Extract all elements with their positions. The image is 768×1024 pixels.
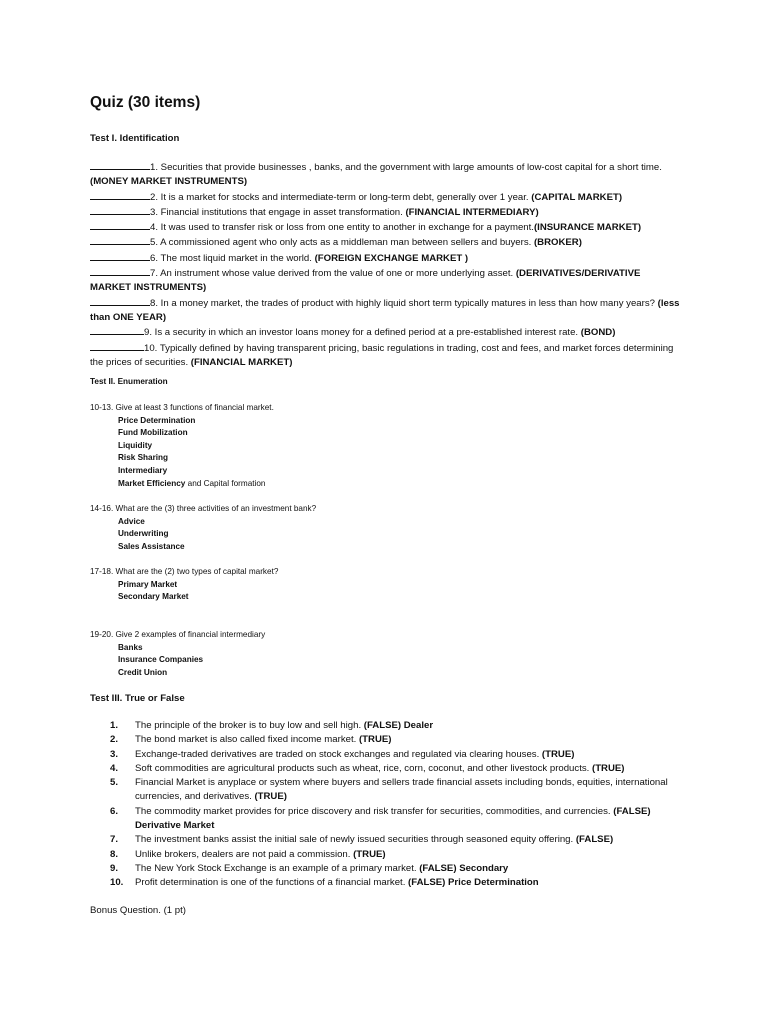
list-item: Banks xyxy=(118,642,143,652)
list-item: Intermediary xyxy=(118,465,168,475)
question-text: 1. Securities that provide businesses , banks, and the government with large amounts of low-cost capital for a short time. xyxy=(150,162,662,173)
list-item: Primary Market xyxy=(118,579,178,589)
answer-blank xyxy=(90,325,144,335)
answer-text: (FOREIGN EXCHANGE MARKET ) xyxy=(314,252,469,264)
answer-blank xyxy=(90,296,150,306)
identification-item-8 xyxy=(90,296,682,326)
item-number: 8. xyxy=(110,848,119,860)
answer-text: (CAPITAL MARKET) xyxy=(531,191,623,203)
item-number: 1. xyxy=(110,720,119,731)
identification-item-9 xyxy=(90,325,682,340)
answer-text: (BROKER) xyxy=(533,237,582,249)
list-item: Credit Union xyxy=(118,667,168,677)
statement-text: Soft commodities are agricultural products such as wheat, rice, corn, coconut, and other livestock products. xyxy=(135,762,592,774)
true-false-item-7 xyxy=(110,833,680,847)
test3-heading: Test III. True or False xyxy=(90,693,185,704)
answer-blank xyxy=(90,190,150,200)
statement-text: Financial Market is anyplace or system where buyers and sellers trade financial assets including bonds, equities, international currencies, and derivatives. xyxy=(135,777,668,803)
test2-heading: Test II. Enumeration xyxy=(90,377,168,386)
true-false-item-9 xyxy=(110,862,680,876)
answer-blank xyxy=(90,205,150,215)
enumeration-question-2 xyxy=(90,503,316,553)
question-text: 7. An instrument whose value derived from the value of one or more underlying asset. xyxy=(150,268,516,280)
true-false-item-1 xyxy=(110,719,680,733)
true-false-item-8 xyxy=(110,848,680,862)
question-text: 6. The most liquid market in the world. xyxy=(150,252,315,264)
true-false-list xyxy=(110,719,680,891)
answer-text: (FALSE) Secondary xyxy=(419,862,509,874)
list-item: Insurance Companies xyxy=(118,655,204,665)
item-number: 5. xyxy=(110,777,119,789)
answer-blank xyxy=(90,341,144,351)
true-false-item-4 xyxy=(110,762,680,776)
question-text: 5. A commissioned agent who only acts as a middleman man between sellers and buyers. xyxy=(150,237,534,249)
true-false-item-6 xyxy=(110,805,680,834)
question-text: 8. In a money market, the trades of product with highly liquid short term typically matures in less than how many years? xyxy=(150,297,658,309)
item-number: 6. xyxy=(110,805,119,817)
list-item: Risk Sharing xyxy=(118,453,169,463)
statement-text: The bond market is also called fixed income market. xyxy=(135,734,359,746)
list-item: Advice xyxy=(118,516,145,526)
list-item: Sales Assistance xyxy=(118,541,185,551)
statement-text: The commodity market provides for price discovery and risk transfer for securities, commodities, and currencies. xyxy=(135,805,614,817)
answer-text: (MONEY MARKET INSTRUMENTS) xyxy=(90,176,248,188)
answer-text: (TRUE) xyxy=(541,748,575,760)
quiz-title: Quiz (30 items) xyxy=(90,94,201,111)
question-text: 10. Typically defined by having transparent pricing, basic regulations in trading, cost and fees, and market forces determining the prices of securities. xyxy=(90,342,674,368)
identification-item-6 xyxy=(90,251,682,266)
list-item: Underwriting xyxy=(118,529,169,539)
answer-blank xyxy=(90,235,150,245)
answer-text: (TRUE) xyxy=(358,734,392,746)
item-number: 2. xyxy=(110,734,119,746)
answer-text: Market Efficiency xyxy=(118,478,186,488)
answer-blank xyxy=(90,251,150,261)
question-text: 19-20. Give 2 examples of financial intermediary xyxy=(90,630,266,639)
list-item: Liquidity xyxy=(118,440,153,450)
identification-item-2 xyxy=(90,190,682,205)
statement-text: Unlike brokers, dealers are not paid a commission. xyxy=(135,848,354,860)
statement-text: Profit determination is one of the functions of a financial market. xyxy=(135,877,409,889)
question-text: 2. It is a market for stocks and intermediate-term or long-term debt, generally over 1 year. xyxy=(150,191,532,203)
identification-item-3 xyxy=(90,205,682,220)
statement-text: Exchange-traded derivatives are traded on stock exchanges and regulated via clearing houses. xyxy=(135,748,542,760)
list-item: Fund Mobilization xyxy=(118,428,188,438)
answer-text: (FALSE) Dealer xyxy=(363,720,434,731)
answer-text: (TRUE) xyxy=(353,848,386,860)
list-item: Secondary Market xyxy=(118,592,189,602)
answer-list xyxy=(90,415,274,491)
statement-text: The principle of the broker is to buy low and sell high. xyxy=(135,720,364,731)
answer-blank xyxy=(90,160,150,170)
answer-list xyxy=(90,516,316,554)
question-text: 3. Financial institutions that engage in asset transformation. xyxy=(150,206,406,218)
answer-text: (TRUE) xyxy=(592,762,625,774)
answer-text: (FALSE) xyxy=(575,834,614,846)
answer-trailing-text: and Capital formation xyxy=(185,478,266,488)
item-number: 9. xyxy=(110,862,119,874)
test1-heading: Test I. Identification xyxy=(90,133,180,144)
answer-text: (BOND) xyxy=(580,327,616,339)
question-text: 17-18. What are the (2) two types of capital market? xyxy=(90,567,279,576)
list-item: Price Determination xyxy=(118,415,196,425)
item-number: 3. xyxy=(110,748,119,760)
enumeration-question-1 xyxy=(90,402,274,490)
answer-text: (FINANCIAL INTERMEDIARY) xyxy=(405,206,539,218)
list-item xyxy=(118,478,274,491)
enumeration-question-3 xyxy=(90,566,278,604)
item-number: 7. xyxy=(110,834,119,846)
answer-blank xyxy=(90,266,150,276)
bonus-question: Bonus Question. (1 pt) xyxy=(90,905,186,916)
item-number: 10. xyxy=(110,877,124,889)
identification-item-1 xyxy=(90,160,682,190)
statement-text: The investment banks assist the initial sale of newly issued securities through seasoned equity offering. xyxy=(135,834,576,846)
answer-text: (DERIVATIVES/DERIVATIVE MARKET INSTRUMENTS) xyxy=(90,268,641,294)
answer-list xyxy=(90,579,278,604)
answer-text: (FALSE) Derivative Market xyxy=(135,805,651,832)
answer-list xyxy=(90,642,265,680)
question-text: 14-16. What are the (3) three activities of an investment bank? xyxy=(90,504,317,513)
answer-text: (TRUE) xyxy=(254,791,287,803)
identification-item-5 xyxy=(90,235,682,250)
identification-item-7 xyxy=(90,266,682,296)
true-false-item-5 xyxy=(110,776,680,805)
identification-item-4 xyxy=(90,220,682,235)
answer-text: (less than ONE YEAR) xyxy=(90,297,680,323)
identification-list xyxy=(90,160,682,370)
true-false-item-10 xyxy=(110,876,680,890)
answer-text: (INSURANCE MARKET) xyxy=(533,222,642,234)
true-false-item-2 xyxy=(110,733,680,747)
true-false-item-3 xyxy=(110,748,680,762)
identification-item-10 xyxy=(90,341,682,371)
answer-text: (FALSE) Price Determination xyxy=(408,877,539,889)
question-text: 9. Is a security in which an investor loans money for a defined period at a pre-established interest rate. xyxy=(144,327,581,339)
enumeration-question-4 xyxy=(90,629,265,679)
question-text: 4. It was used to transfer risk or loss from one entity to another in exchange for a payment. xyxy=(150,222,534,234)
item-number: 4. xyxy=(110,762,119,774)
answer-blank xyxy=(90,220,150,230)
question-text: 10-13. Give at least 3 functions of financial market. xyxy=(90,403,274,412)
answer-text: (FINANCIAL MARKET) xyxy=(190,356,293,368)
statement-text: The New York Stock Exchange is an example of a primary market. xyxy=(135,862,420,874)
